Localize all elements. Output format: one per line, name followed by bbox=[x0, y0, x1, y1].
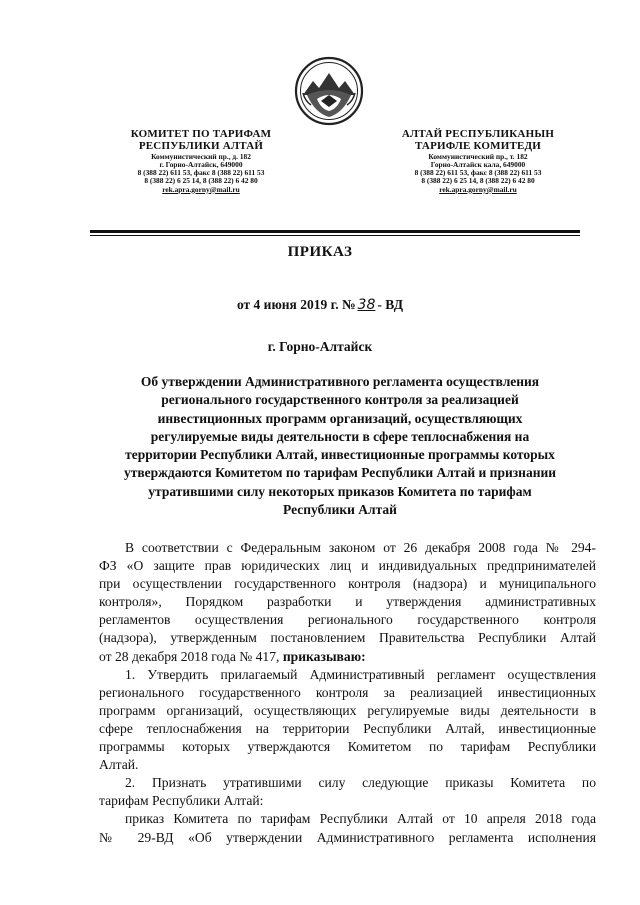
order-keyword: приказываю: bbox=[282, 648, 366, 664]
body-line: программы которых утверждаются Комитетом по тарифам Республики bbox=[99, 739, 596, 755]
phone-ru-line2: 8 (388 22) 6 25 14, 8 (388 22) 6 42 80 bbox=[144, 176, 258, 186]
body-line: 2. Признать утратившими силу следующие приказы Комитета по bbox=[125, 775, 596, 791]
header-left-block bbox=[96, 128, 306, 194]
heading-line: Об утверждении Административного регламента осуществления bbox=[140, 374, 540, 389]
heading-line: территории Республики Алтай, инвестиционные программы которых bbox=[125, 447, 555, 463]
body-line: В соответствии с Федеральным законом от 26 декабря 2008 года № 294- bbox=[125, 540, 596, 555]
date-suffix: - ВД bbox=[377, 297, 404, 312]
republic-altai-coat-of-arms-icon bbox=[293, 55, 365, 127]
org-name-alt-line1: АЛТАЙ РЕСПУБЛИКАНЫН bbox=[401, 128, 555, 140]
org-name-ru-line2: РЕСПУБЛИКИ АЛТАЙ bbox=[138, 140, 264, 153]
body-line: 1. Утвердить прилагаемый Административный регламент осуществления bbox=[125, 666, 596, 682]
body-line: при осуществлении государственного контроля (надзора) и муниципального bbox=[99, 576, 596, 592]
body-line: приказ Комитета по тарифам Республики Алтай от 10 апреля 2018 года bbox=[125, 811, 596, 827]
phone-ru-line1: 8 (388 22) 611 53, факс 8 (388 22) 611 53 bbox=[137, 168, 265, 178]
body-line: регламентов осуществления регионального государственного контроля bbox=[99, 612, 596, 628]
document-city: г. Горно-Алтайск bbox=[267, 339, 373, 354]
email-alt: rek.apra.gorny@mail.ru bbox=[439, 184, 517, 194]
heading-line: регионального государственного контроля за реализацией bbox=[161, 392, 519, 408]
header-divider-thick bbox=[90, 230, 580, 233]
handwritten-number: 38 bbox=[357, 297, 376, 313]
document-heading bbox=[100, 373, 580, 519]
heading-line: Республики Алтай bbox=[283, 502, 397, 518]
body-line: (надзора), утвержденным постановлением Правительства Республики Алтай bbox=[99, 630, 596, 646]
document-body bbox=[99, 539, 596, 847]
body-line: ФЗ «О защите прав юридических лиц и индивидуальных предпринимателей bbox=[99, 558, 596, 574]
body-line: № 29-ВД «Об утверждении Административного регламента исполнения bbox=[99, 829, 596, 845]
address-alt-line2: Горно-Алтайск кала, 649000 bbox=[430, 159, 526, 169]
document-title: ПРИКАЗ bbox=[287, 244, 353, 260]
address-alt-line1: Коммунистический пр., т. 182 bbox=[428, 151, 528, 161]
body-line bbox=[99, 648, 596, 666]
phone-alt-line2: 8 (388 22) 6 25 14, 8 (388 22) 6 42 80 bbox=[421, 176, 535, 186]
heading-line: регулируемые виды деятельности в сфере теплоснабжения на bbox=[150, 428, 530, 444]
email-ru: rek.apra.gorny@mail.ru bbox=[162, 184, 240, 194]
heading-line: утратившими силу некоторых приказов Комитета по тарифам bbox=[148, 483, 532, 499]
phone-alt-line1: 8 (388 22) 611 53, факс 8 (388 22) 611 53 bbox=[414, 168, 542, 178]
body-line: тарифам Республики Алтай: bbox=[99, 793, 264, 809]
body-line: Алтай. bbox=[99, 757, 139, 773]
header-divider-thin bbox=[90, 235, 580, 236]
document-date-number bbox=[0, 297, 640, 313]
address-ru-line2: г. Горно-Алтайск, 649000 bbox=[159, 159, 243, 169]
org-name-alt-line2: ТАРИФЛЕ КОМИТЕДИ bbox=[414, 140, 542, 153]
org-name-ru-line1: КОМИТЕТ ПО ТАРИФАМ bbox=[130, 128, 272, 140]
body-line: контроля», Порядком разработки и утверждения административных bbox=[99, 594, 596, 610]
body-line: программ организаций, осуществляющих регулируемые виды деятельности в bbox=[99, 702, 596, 718]
heading-line: утверждаются Комитетом по тарифам Республики Алтай и признании bbox=[123, 465, 557, 481]
address-ru-line1: Коммунистический пр., д. 182 bbox=[151, 151, 251, 161]
scan-speck bbox=[263, 12, 267, 16]
header-right-block bbox=[373, 128, 583, 194]
heading-line: инвестиционных программ организаций, осуществляющих bbox=[157, 410, 523, 426]
body-line: регионального государственного контроля за реализацией инвестиционных bbox=[99, 684, 596, 700]
date-prefix: от 4 июня 2019 г. № bbox=[236, 297, 356, 312]
body-line: сфере теплоснабжения на территории Республики Алтай, инвестиционные bbox=[99, 720, 596, 736]
body-line-plain: от 28 декабря 2018 года № 417, bbox=[99, 648, 283, 664]
